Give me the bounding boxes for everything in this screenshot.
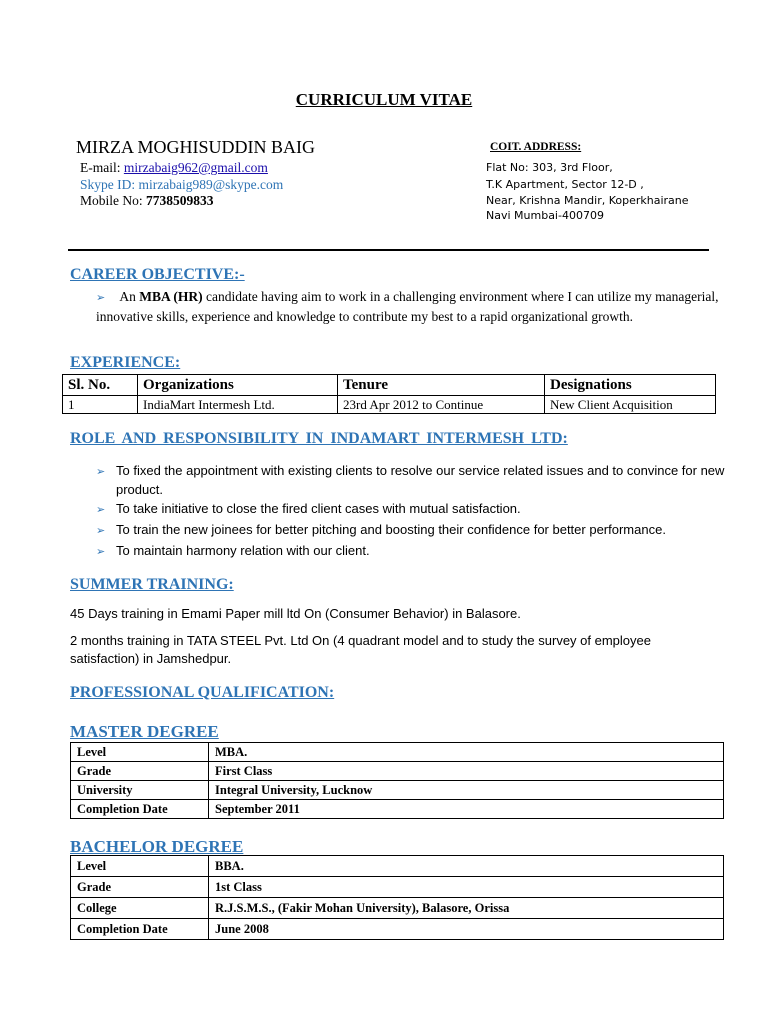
candidate-name: MIRZA MOGHISUDDIN BAIG	[76, 137, 316, 157]
bachelor-degree-heading: BACHELOR DEGREE	[70, 837, 244, 856]
table-cell: 23rd Apr 2012 to Continue	[338, 396, 545, 414]
list-item-text: To train the new joinees for better pitching and boosting their confidence for better performance.	[116, 522, 666, 537]
list-item-text: To fixed the appointment with existing clients to resolve our service related issues and to convince for new product.	[116, 463, 725, 497]
list-item	[96, 499, 736, 519]
table-row	[71, 762, 724, 781]
table-cell-value: June 2008	[209, 919, 724, 940]
email-link[interactable]: mirzabaig962@gmail.com	[123, 160, 268, 175]
address-line: Flat No: 303, 3rd Floor,	[486, 161, 613, 174]
table-cell-label: Level	[71, 856, 209, 877]
address-line: T.K Apartment, Sector 12-D ,	[486, 178, 644, 191]
list-item	[96, 520, 736, 540]
header-cell: Sl. No.	[63, 375, 138, 396]
table-row	[71, 898, 724, 919]
table-cell-value: September 2011	[209, 800, 724, 819]
arrow-bullet-icon: ➢	[96, 465, 106, 478]
table-row	[71, 856, 724, 877]
skype-id: Skype ID: mirzabaig989@skype.com	[80, 177, 284, 192]
header-cell: Tenure	[338, 375, 545, 396]
career-pre: An	[119, 289, 140, 304]
header-divider	[68, 249, 709, 251]
table-cell-value: First Class	[209, 762, 724, 781]
page-title: CURRICULUM VITAE	[295, 90, 473, 109]
table-header-row	[63, 375, 716, 396]
master-degree-heading: MASTER DEGREE	[70, 722, 219, 741]
list-item-text: To maintain harmony relation with our client.	[116, 543, 370, 558]
arrow-bullet-icon: ➢	[96, 291, 106, 304]
table-cell-label: College	[71, 898, 209, 919]
list-item	[96, 461, 736, 499]
mobile-line	[80, 193, 214, 209]
experience-heading: EXPERIENCE:	[70, 354, 181, 371]
table-cell: IndiaMart Intermesh Ltd.	[138, 396, 338, 414]
mobile-label: Mobile No:	[80, 193, 146, 208]
table-row	[71, 919, 724, 940]
table-cell: New Client Acquisition	[545, 396, 716, 414]
list-item-text: To take initiative to close the fired client cases with mutual satisfaction.	[116, 501, 521, 516]
table-row	[71, 877, 724, 898]
table-cell-value: 1st Class	[209, 877, 724, 898]
table-row	[71, 743, 724, 762]
table-cell-label: Completion Date	[71, 800, 209, 819]
career-objective	[96, 287, 731, 326]
list-item	[96, 541, 736, 561]
arrow-bullet-icon: ➢	[96, 545, 106, 558]
table-cell-value: MBA.	[209, 743, 724, 762]
table-cell-label: Completion Date	[71, 919, 209, 940]
professional-qualification-heading: PROFESSIONAL QUALIFICATION:	[70, 684, 335, 701]
header-cell: Organizations	[138, 375, 338, 396]
career-bold: MBA (HR)	[139, 289, 203, 304]
table-cell-label: University	[71, 781, 209, 800]
table-cell-label: Level	[71, 743, 209, 762]
mobile-number: 7738509833	[146, 193, 214, 208]
training-item: 45 Days training in Emami Paper mill ltd On (Consumer Behavior) in Balasore.	[70, 606, 521, 621]
bachelor-degree-table	[70, 855, 724, 940]
training-item: 2 months training in TATA STEEL Pvt. Ltd On (4 quadrant model and to study the survey of employee satisfaction) in Jamshedpur.	[70, 633, 651, 666]
table-cell-label: Grade	[71, 762, 209, 781]
table-row	[63, 396, 716, 414]
table-row	[71, 800, 724, 819]
table-cell: 1	[63, 396, 138, 414]
arrow-bullet-icon: ➢	[96, 524, 106, 537]
email-line	[80, 160, 268, 176]
experience-table	[62, 374, 716, 414]
table-cell-value: R.J.S.M.S., (Fakir Mohan University), Balasore, Orissa	[209, 898, 724, 919]
header-cell: Designations	[545, 375, 716, 396]
master-degree-table	[70, 742, 724, 819]
summer-training-heading: SUMMER TRAINING:	[70, 576, 234, 593]
role-heading: ROLE AND RESPONSIBILITY IN INDAMART INTERMESH LTD:	[70, 430, 568, 447]
address-heading: COIT. ADDRESS:	[490, 141, 582, 153]
table-cell-label: Grade	[71, 877, 209, 898]
arrow-bullet-icon: ➢	[96, 503, 106, 516]
table-row	[71, 781, 724, 800]
table-cell-value: BBA.	[209, 856, 724, 877]
table-cell-value: Integral University, Lucknow	[209, 781, 724, 800]
address-line: Navi Mumbai-400709	[486, 209, 604, 222]
email-label: E-mail:	[80, 160, 124, 175]
address-line: Near, Krishna Mandir, Koperkhairane	[486, 194, 689, 207]
career-post: candidate having aim to work in a challenging environment where I can utilize my managerial, innovative skills, experience and knowledge to contribute my best to a rapid organizational growth.	[96, 289, 719, 324]
career-objective-heading: CAREER OBJECTIVE:-	[70, 266, 245, 283]
